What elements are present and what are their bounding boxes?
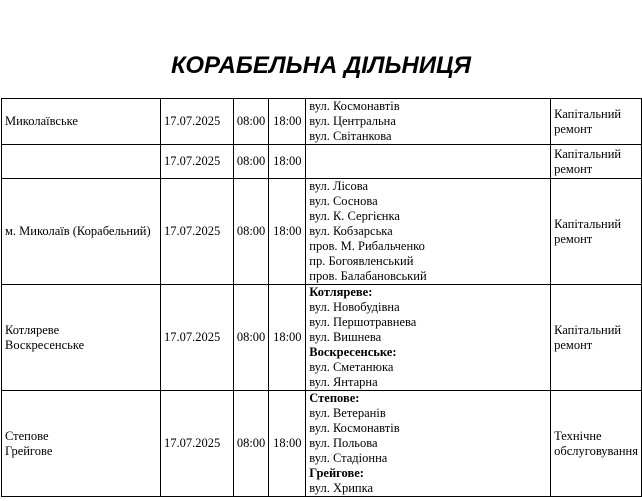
work-type-cell	[551, 145, 642, 179]
work-type-line: Капітальний	[554, 216, 622, 231]
page-title: КОРАБЕЛЬНА ДІЛЬНИЦЯ	[170, 52, 472, 79]
street-name: вул. Космонавтів	[309, 421, 400, 435]
start-time-cell: 08:00	[233, 285, 268, 391]
end-time-cell: 18:00	[269, 285, 306, 391]
streets-cell	[306, 99, 551, 145]
settlement-name: Котляреве	[5, 322, 60, 337]
start-time-cell: 08:00	[233, 145, 268, 179]
date-cell: 17.07.2025	[160, 179, 233, 285]
work-type-cell	[551, 391, 642, 497]
street-name: вул. Вишнева	[309, 330, 382, 344]
street-name: вул. Соснова	[309, 194, 378, 208]
schedule-table	[1, 98, 642, 497]
work-type-cell	[551, 285, 642, 391]
street-name: вул. Хрипка	[309, 481, 374, 495]
work-type-line: ремонт	[554, 231, 593, 246]
settlement-cell	[2, 179, 161, 285]
schedule-table-body	[2, 99, 642, 497]
settlement-cell	[2, 99, 161, 145]
street-name: пров. Балабановський	[309, 269, 427, 283]
table-row	[2, 145, 642, 179]
street-name: вул. Центральна	[309, 114, 396, 128]
street-name: вул. Ветеранів	[309, 406, 386, 420]
locality-header: Грейгове:	[309, 466, 364, 480]
work-type-line: ремонт	[554, 337, 593, 352]
streets-cell	[306, 145, 551, 179]
table-row	[2, 179, 642, 285]
date-cell: 17.07.2025	[160, 391, 233, 497]
street-name: вул. Лісова	[309, 179, 368, 193]
date-cell: 17.07.2025	[160, 285, 233, 391]
street-name: пр. Богоявленський	[309, 254, 414, 268]
end-time-cell: 18:00	[269, 179, 306, 285]
street-name: вул. Світанкова	[309, 129, 392, 143]
work-type-line: ремонт	[554, 161, 593, 176]
settlement-cell	[2, 285, 161, 391]
date-cell: 17.07.2025	[160, 145, 233, 179]
settlement-name: Грейгове	[5, 443, 53, 458]
end-time-cell: 18:00	[269, 145, 306, 179]
settlement-name: Миколаївське	[5, 114, 78, 128]
settlement-name: м. Миколаїв (Корабельний)	[5, 224, 151, 238]
work-type-cell	[551, 99, 642, 145]
street-name: вул. Першотравнева	[309, 315, 417, 329]
street-name: вул. К. Сергієнка	[309, 209, 400, 223]
work-type-line: обслуговування	[554, 443, 638, 458]
end-time-cell: 18:00	[269, 99, 306, 145]
end-time-cell: 18:00	[269, 391, 306, 497]
street-name: вул. Стадіонна	[309, 451, 388, 465]
settlement-name: Степове	[5, 428, 49, 443]
streets-cell	[306, 391, 551, 497]
work-type-line: Капітальний	[554, 322, 622, 337]
work-type-line: Капітальний	[554, 146, 622, 161]
street-name: вул. Новобудівна	[309, 300, 400, 314]
street-name: вул. Янтарна	[309, 375, 378, 389]
settlement-cell	[2, 391, 161, 497]
start-time-cell: 08:00	[233, 99, 268, 145]
locality-header: Воскресенське:	[309, 345, 397, 359]
start-time-cell: 08:00	[233, 391, 268, 497]
start-time-cell: 08:00	[233, 179, 268, 285]
table-row	[2, 99, 642, 145]
work-type-line: ремонт	[554, 121, 593, 136]
locality-header: Степове:	[309, 391, 360, 405]
work-type-line: Технічне	[554, 428, 602, 443]
street-name: пров. М. Рибальченко	[309, 239, 425, 253]
streets-cell	[306, 179, 551, 285]
table-row	[2, 391, 642, 497]
street-name: вул. Кобзарська	[309, 224, 393, 238]
work-type-cell	[551, 179, 642, 285]
work-type-line: Капітальний	[554, 106, 622, 121]
settlement-name: Воскресенське	[5, 337, 85, 352]
streets-cell	[306, 285, 551, 391]
street-name: вул. Сметанюка	[309, 360, 394, 374]
table-row	[2, 285, 642, 391]
street-name: вул. Космонавтів	[309, 99, 400, 113]
locality-header: Котляреве:	[309, 285, 373, 299]
street-name: вул. Польова	[309, 436, 378, 450]
settlement-cell	[2, 145, 161, 179]
date-cell: 17.07.2025	[160, 99, 233, 145]
